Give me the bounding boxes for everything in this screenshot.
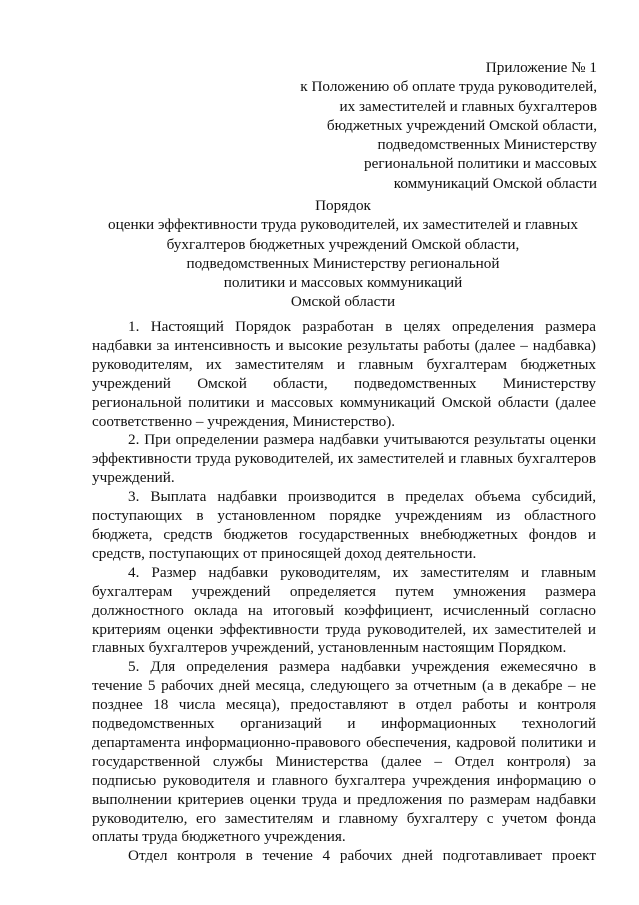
title-line: Омской области bbox=[290, 293, 396, 311]
title-line: политики и массовых коммуникаций bbox=[223, 274, 463, 292]
title-line: оценки эффективности труда руководителей, их заместителей и главных bbox=[108, 216, 578, 234]
paragraph-1: 1. Настоящий Порядок разработан в целях определения размера надбавки за интенсивность и высокие результаты работы (далее – надбавка) руководителям, их заместителям и главным бухгалтерам бюджетных учреждений Омской области, подведомственных Министерству региональной политики и массовых коммуникаций Омской области (далее соответственно – учреждения, Министерство). bbox=[92, 318, 596, 430]
paragraph-4: 4. Размер надбавки руководителям, их заместителям и главным бухгалтерам учреждений определяется путем умножения размера должностного оклада на итоговый коэффициент, исчисленный согласно критериям оценки эффективности труда руководителей, их заместителей и главных бухгалтеров учреждений, установленным настоящим Порядком. bbox=[92, 563, 596, 657]
document-title bbox=[60, 196, 626, 312]
paragraph-2: 2. При определении размера надбавки учитываются результаты оценки эффективности труда руководителей, их заместителей и главных бухгалтеров учреждений. bbox=[92, 431, 596, 487]
title-line: Порядок bbox=[315, 197, 371, 214]
appendix-line: коммуникаций Омской области bbox=[393, 174, 597, 192]
appendix-line: их заместителей и главных бухгалтеров bbox=[339, 97, 597, 115]
appendix-line: Приложение № 1 bbox=[485, 59, 597, 76]
appendix-header bbox=[257, 58, 597, 193]
appendix-line: подведомственных Министерству bbox=[377, 136, 597, 154]
document-body bbox=[92, 318, 596, 866]
paragraph-3: 3. Выплата надбавки производится в пределах объема субсидий, поступающих в установленном порядке учреждениям из областного бюджета, средств бюджетов государственных внебюджетных фондов и средств, поступающих от приносящей доход деятельности. bbox=[92, 488, 596, 562]
appendix-line: региональной политики и массовых bbox=[364, 155, 597, 173]
title-line: бухгалтеров бюджетных учреждений Омской области, bbox=[166, 235, 520, 253]
appendix-line: к Положению об оплате труда руководителей, bbox=[300, 78, 597, 96]
appendix-line: бюджетных учреждений Омской области, bbox=[326, 116, 597, 134]
title-line: подведомственных Министерству региональной bbox=[186, 254, 500, 272]
paragraph-6: Отдел контроля в течение 4 рабочих дней подготавливает проект bbox=[128, 847, 596, 865]
paragraph-5: 5. Для определения размера надбавки учреждения ежемесячно в течение 5 рабочих дней месяца, следующего за отчетным (а в декабре – не позднее 18 числа месяца), предоставляют в отдел работы и контроля подведомственных организаций и информационных технологий департамента информационно-правового обеспечения, кадровой политики и государственной службы Министерства (далее – Отдел контроля) за подписью руководителя и главного бухгалтера учреждения информацию о выполнении критериев оценки труда и предложения по размерам надбавки руководителю, его заместителям и главному бухгалтеру с учетом фонда оплаты труда бюджетного учреждения. bbox=[92, 658, 596, 846]
